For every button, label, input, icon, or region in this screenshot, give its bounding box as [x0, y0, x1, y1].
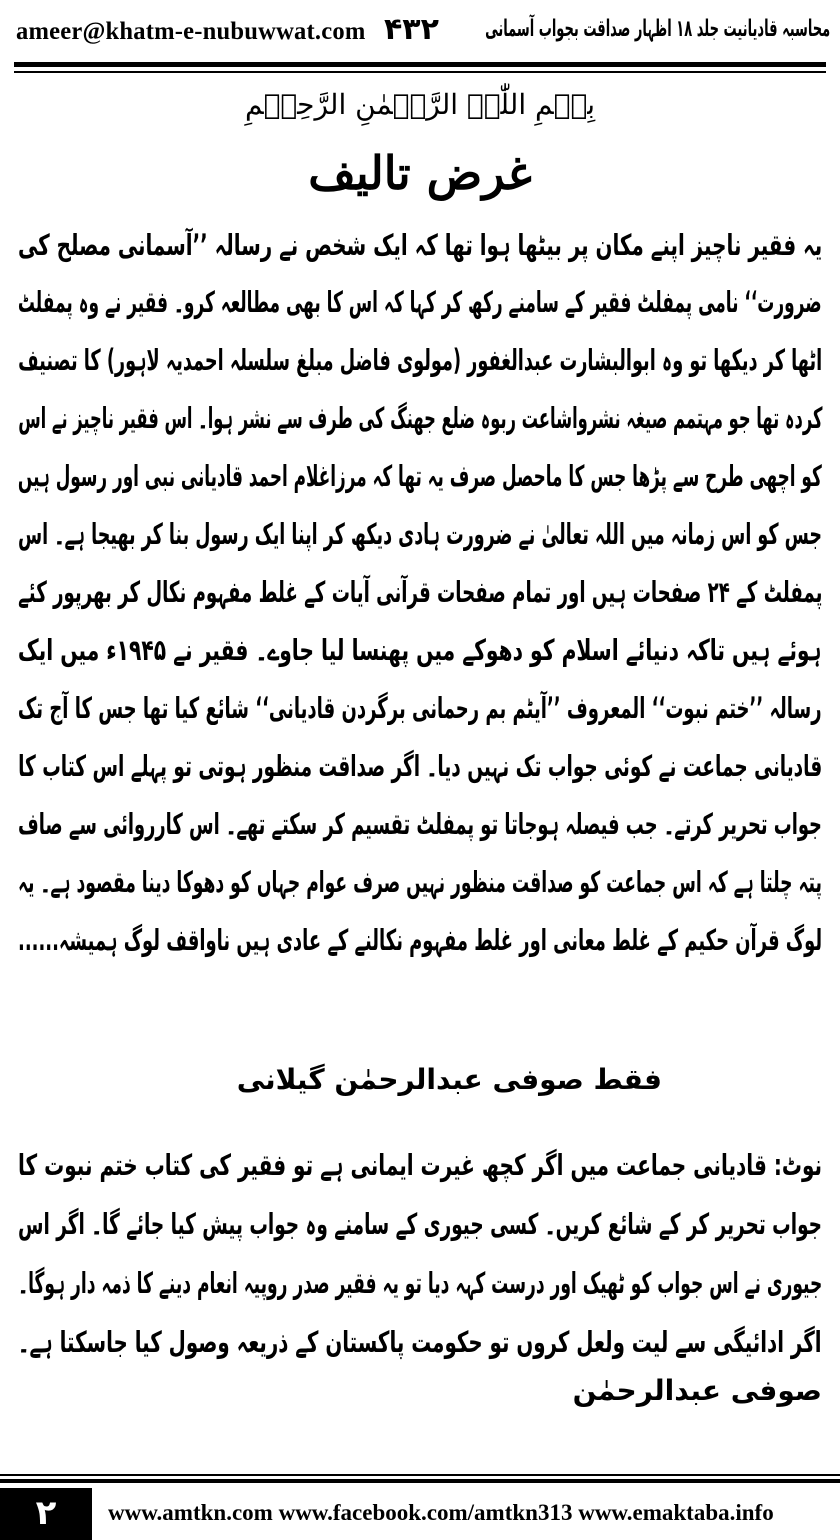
- body-line: جواب تحریر کرتے۔ جب فیصلہ ہوجاتا تو پمفلٹ تقسیم کر سکتے تھے۔ اس کارروائی سے صاف: [18, 807, 822, 841]
- note-line: نوٹ: قادیانی جماعت میں اگر کچھ غیرت ایمانی ہے تو فقیر کی کتاب ختم نبوت کا: [17, 1148, 822, 1182]
- body-line: ضرورت‘‘ نامی پمفلٹ فقیر کے سامنے رکھ کر کہا کہ اس کا بھی مطالعہ کرو۔ فقیر نے وہ پمفلٹ: [18, 285, 822, 319]
- body-line: لوگ قرآن حکیم کے غلط معانی اور غلط مفہوم نکالنے کے عادی ہیں ناواقف لوگ ہمیشہ......: [17, 923, 822, 957]
- body-line: یہ فقیر ناچیز اپنے مکان پر بیٹھا ہوا تھا کہ ایک شخص نے رسالہ ’’آسمانی مصلح کی: [17, 228, 822, 262]
- signature-secondary: صوفی عبدالرحمٰن: [572, 1374, 822, 1407]
- body-line: قادیانی جماعت نے کوئی جواب تک نہیں دیا۔ اگر صداقت منظور ہوتی تو پہلے اس کتاب کا: [17, 749, 822, 783]
- bismillah: بِسۡمِ اللّٰہِ الرَّحۡمٰنِ الرَّحِیۡمِ: [244, 88, 596, 121]
- page-header: [0, 0, 840, 62]
- body-line: رسالہ ’’ختم نبوت‘‘ المعروف ’’آیٹم بم رحمانی برگردن قادیانی‘‘ شائع کیا تھا جس کا آج تک: [18, 691, 822, 725]
- footer-rule-thin: [0, 1474, 840, 1476]
- body-line: کردہ تھا جو مہتمم صیغہ نشرواشاعت ربوہ ضلع جھنگ کی طرف سے نشر ہوا۔ اس فقیر ناچیز نے اس: [17, 401, 822, 435]
- footer-links: www.amtkn.com www.facebook.com/amtkn313 www.emaktaba.info: [108, 1500, 774, 1525]
- signature-primary: فقط صوفی عبدالرحمٰن گیلانی: [236, 1063, 662, 1096]
- header-book-title: محاسبہ قادیانیت جلد ۱۸ اظہار صداقت بجواب آسمانی: [484, 16, 830, 42]
- header-rule-thick: [14, 62, 826, 67]
- body-line: جس کو اس زمانہ میں اللہ تعالیٰ نے ضرورت ہادی دیکھ کر اپنا ایک رسول بنا کر بھیجا ہے۔ اس: [17, 517, 822, 551]
- footer-rule-thick: [0, 1479, 840, 1483]
- body-line: پمفلٹ کے ۲۴ صفحات ہیں اور تمام صفحات قرآنی آیات کے غلط مفہوم نکال کر بھرپور کئے: [17, 575, 822, 609]
- body-line: پتہ چلتا ہے کہ اس جماعت کو صداقت منظور نہیں صرف عوام جہاں کو دھوکا دینا مقصود ہے۔ یہ: [18, 865, 822, 899]
- body-line: اٹھا کر دیکھا تو وہ ابوالبشارت عبدالغفور (مولوی فاضل مبلغ سلسلہ احمدیہ لاہور) کا تصنیف: [17, 343, 822, 377]
- header-page-number: ۴۳۲: [384, 12, 439, 47]
- page-footer: [0, 1474, 840, 1540]
- footer-page-badge: ۲: [0, 1488, 92, 1540]
- note-line: جواب تحریر کر کے شائع کریں۔ کسی جیوری کے سامنے وہ جواب پیش کیا جائے گا۔ اگر اس: [18, 1207, 822, 1241]
- body-line: ہوئے ہیں تاکہ دنیائے اسلام کو دھوکے میں پھنسا لیا جاوے۔ فقیر نے ۱۹۴۵ء میں ایک: [18, 633, 822, 667]
- body-line: کو اچھی طرح سے پڑھا جس کا ماحصل صرف یہ تھا کہ مرزاغلام احمد قادیانی نبی اور رسول ہیں: [18, 459, 822, 493]
- header-email: ameer@khatm-e-nubuwwat.com: [16, 18, 366, 45]
- header-rule-thin: [14, 71, 826, 73]
- page-title: غرض تالیف: [308, 146, 532, 200]
- note-line: اگر ادائیگی سے لیت ولعل کروں تو حکومت پاکستان کے ذریعہ وصول کیا جاسکتا ہے۔: [18, 1325, 822, 1359]
- note-line: جیوری نے اس جواب کو ٹھیک اور درست کہہ دیا تو یہ فقیر صدر روپیہ انعام دینے کا ذمہ دار ہوگا۔: [17, 1266, 822, 1300]
